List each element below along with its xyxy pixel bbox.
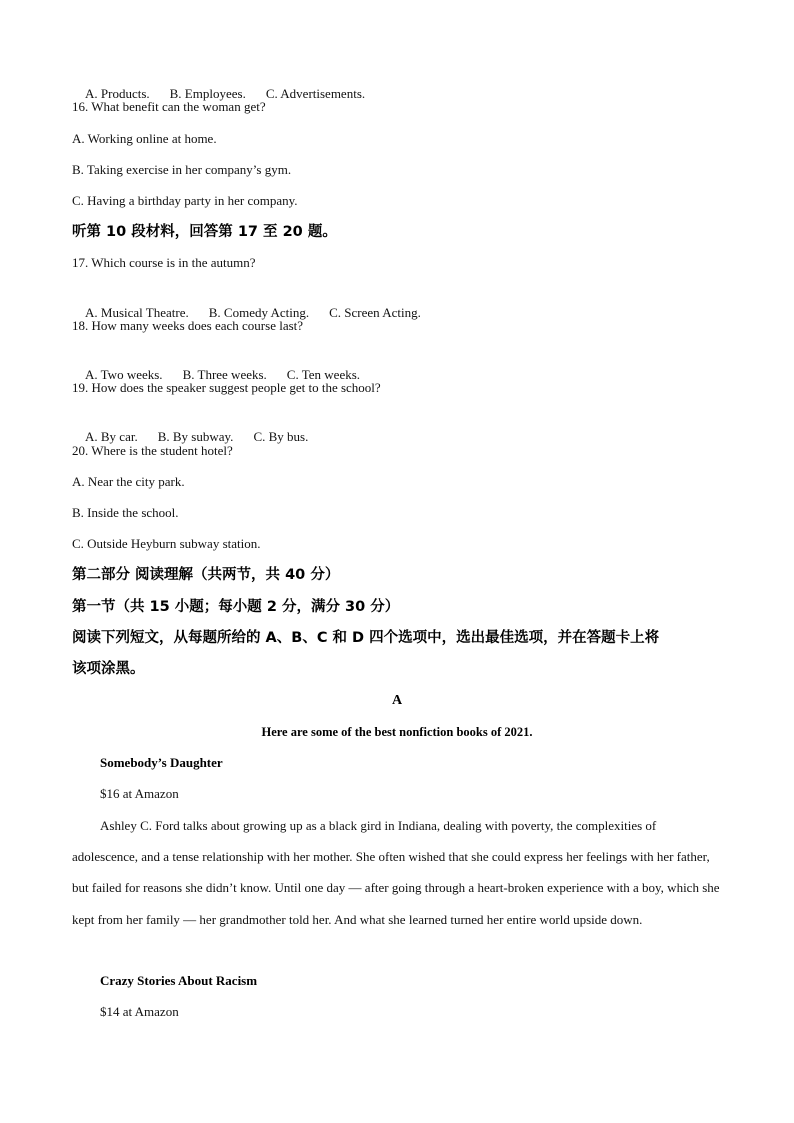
q16-option-b: B. Taking exercise in her company’s gym. bbox=[72, 162, 292, 177]
q18-option-b: B. Three weeks. bbox=[182, 367, 267, 382]
book-2-title: Crazy Stories About Racism bbox=[100, 973, 258, 988]
book-2-price: $14 at Amazon bbox=[100, 1004, 179, 1019]
q20-option-b: B. Inside the school. bbox=[72, 505, 179, 520]
q20-option-c: C. Outside Heyburn subway station. bbox=[72, 536, 261, 551]
q17-option-b: B. Comedy Acting. bbox=[208, 305, 310, 320]
q19-option-a: A. By car. bbox=[85, 429, 138, 444]
section1-heading: 第一节（共 15 小题；每小题 2 分，满分 30 分） bbox=[72, 599, 400, 615]
q20-option-a: A. Near the city park. bbox=[72, 474, 185, 489]
section10-heading: 听第 10 段材料，回答第 17 至 20 题。 bbox=[72, 224, 337, 240]
q17-option-a: A. Musical Theatre. bbox=[85, 305, 189, 320]
q15-option-c: C. Advertisements. bbox=[265, 86, 366, 101]
q18-question: 18. How many weeks does each course last? bbox=[72, 318, 304, 333]
q19-option-c: C. By bus. bbox=[253, 429, 309, 444]
q20-question: 20. Where is the student hotel? bbox=[72, 443, 233, 458]
instructions-line1: 阅读下列短文，从每题所给的 A、B、C 和 D 四个选项中，选出最佳选项，并在答题卡上将 bbox=[72, 630, 660, 646]
book-1-price: $16 at Amazon bbox=[100, 786, 179, 801]
q16-question: 16. What benefit can the woman get? bbox=[72, 99, 266, 114]
q19-question: 19. How does the speaker suggest people get to the school? bbox=[72, 380, 381, 395]
part2-heading: 第二部分 阅读理解（共两节，共 40 分） bbox=[72, 567, 340, 583]
q15-option-b: B. Employees. bbox=[169, 86, 246, 101]
passage-label: A bbox=[391, 693, 403, 708]
q16-option-c: C. Having a birthday party in her company. bbox=[72, 193, 298, 208]
q16-option-a: A. Working online at home. bbox=[72, 131, 217, 146]
q18-option-a: A. Two weeks. bbox=[85, 367, 163, 382]
q17-option-c: C. Screen Acting. bbox=[329, 305, 421, 320]
q19-option-b: B. By subway. bbox=[157, 429, 234, 444]
book-1-title: Somebody’s Daughter bbox=[100, 755, 223, 770]
q15-option-a: A. Products. bbox=[85, 86, 150, 101]
passage-title: Here are some of the best nonfiction books of 2021. bbox=[261, 725, 533, 739]
q18-option-c: C. Ten weeks. bbox=[286, 367, 361, 382]
instructions-line2: 该项涂黑。 bbox=[72, 661, 145, 677]
book-1-description: Ashley C. Ford talks about growing up as a black gird in Indiana, dealing with poverty, the complexities of adolescence, and a tense relationship with her mother. She often wished that she could express her feelings with her father, but failed for reasons she didn’t know. Until one day — after going through a heart-broken experience with a boy, which she kept from her family — her grandmother told her. And what she learned turned her entire world upside down. bbox=[72, 818, 720, 927]
q17-question: 17. Which course is in the autumn? bbox=[72, 255, 256, 270]
